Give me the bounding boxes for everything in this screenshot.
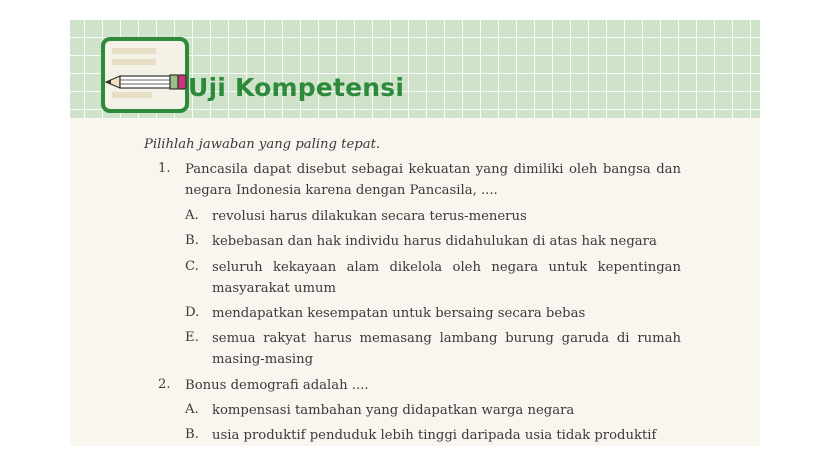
- option-letter: D.: [185, 305, 200, 320]
- option-text: mendapatkan kesempatan untuk bersaing secara bebas: [212, 306, 586, 321]
- textbook-page: [70, 20, 760, 446]
- option-letter: A.: [185, 208, 199, 223]
- question-list: [70, 20, 760, 446]
- question-text: Pancasila dapat disebut sebagai kekuatan yang dimiliki oleh bangsa dan negara Indonesia karena dengan Pancasila, ....: [185, 162, 681, 198]
- option-letter: E.: [185, 330, 199, 345]
- option-text: usia produktif penduduk lebih tinggi daripada usia tidak produktif: [212, 428, 657, 443]
- option-text: kompensasi tambahan yang didapatkan warga negara: [212, 403, 575, 418]
- option-text: kebebasan dan hak individu harus didahulukan di atas hak negara: [212, 234, 657, 249]
- question-number: 2.: [158, 377, 171, 392]
- option-text: semua rakyat harus memasang lambang burung garuda di rumah masing-masing: [212, 331, 681, 367]
- section-title: Uji Kompetensi: [188, 73, 405, 102]
- option-letter: B.: [185, 233, 199, 248]
- option-letter: B.: [185, 427, 199, 442]
- option-letter: C.: [185, 259, 199, 274]
- question-text: Bonus demografi adalah ....: [185, 378, 369, 393]
- option-letter: A.: [185, 402, 199, 417]
- instruction-text: Pilihlah jawaban yang paling tepat.: [144, 137, 381, 152]
- option-text: revolusi harus dilakukan secara terus-menerus: [212, 209, 527, 224]
- question-number: 1.: [158, 161, 171, 176]
- option-text: seluruh kekayaan alam dikelola oleh negara untuk kepentingan masyarakat umum: [212, 260, 681, 296]
